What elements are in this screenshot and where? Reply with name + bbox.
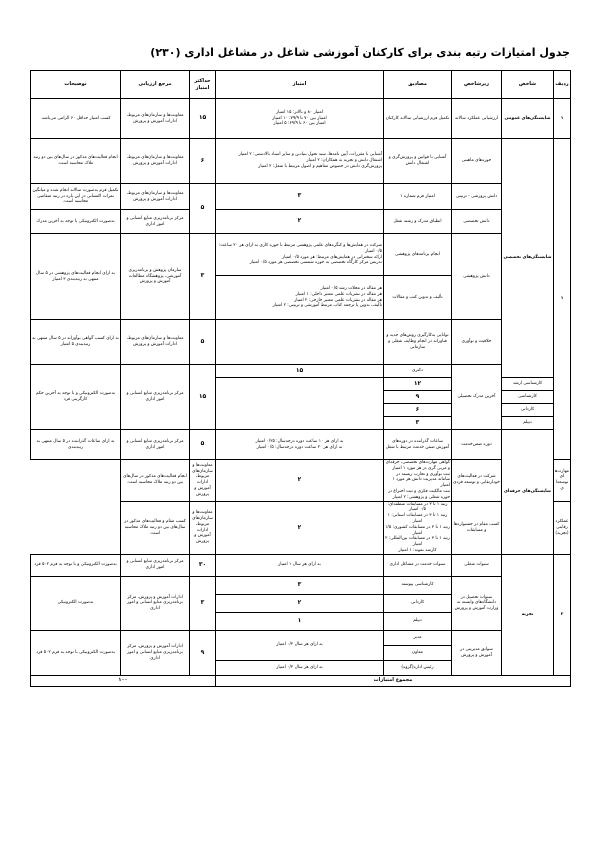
table-row (31, 139, 571, 184)
table-row (31, 320, 571, 365)
table-row (31, 630, 571, 645)
row-number: ۱ (554, 139, 571, 460)
mesdagh-cell: دکتری (384, 365, 452, 378)
marja-cell: معاونت‌ها و سازمان‌های مربوط، ادارات آموزش و پرورش (121, 320, 190, 365)
emtiaz-cell: ۱ (216, 612, 384, 630)
document-title: جدول امتیازات رتبه بندی برای کارکنان آموزشی شاغل در مشاغل اداری (۲۳۰) (150, 46, 570, 59)
tozih-cell: کسب امتیاز حداقل ۶۰ الزامی می‌باشد. (31, 99, 121, 139)
max-score-cell: ۱۵ (190, 365, 216, 430)
mesdagh-cell: معاون (384, 645, 452, 660)
emtiaz-cell: به ازای هر سال ۰/۲ امتیاز (216, 630, 384, 660)
tozih-cell: به‌صورت الکترونیکی و با توجه به فرم ۵۰۲ فرد (31, 554, 121, 576)
max-score-cell: ۵ (190, 430, 216, 460)
tozih-cell: کسب مقام و فعالیت‌های مذکور در سال‌های بین دو رتبه ملاک محاسبه است. (121, 501, 190, 554)
mesdagh-cell: کارشناسی ارشد (502, 378, 554, 391)
mesdagh-cell: شرکت در فعالیت‌های خودارتقایی و توسعه فردی (452, 460, 502, 502)
shakhes-cell: شایستگی‌های تخصصی (502, 139, 554, 378)
emtiaz-cell: ۶ (384, 404, 452, 417)
emtiaz-cell: ۲ (216, 594, 384, 612)
shakhes-cell: شایستگی‌های حرفه‌ای (502, 430, 554, 555)
max-score-cell: ۳ (190, 234, 216, 320)
emtiaz-cell: به ازای هر ۱۰ ساعت دوره درجه‌سال: ۰/۲۵ امتیاز به ازای هر ۲۰ ساعت دوره درجه‌سال: ۰/۵ امتیاز (216, 430, 384, 460)
tozih-cell: به‌صورت الکترونیکی و با توجه به آخرین حکم کارگزینی فرد (31, 365, 121, 430)
max-score-cell: ۲ (216, 501, 384, 554)
mesdagh-cell: مدیر (384, 630, 452, 645)
table-row (31, 430, 571, 460)
tozih-cell: به‌صورت الکترونیکی (31, 576, 121, 630)
mesdagh-cell: کاردانی (384, 594, 452, 612)
header-mesdagh: مصادیق (384, 71, 452, 99)
total-row (31, 675, 571, 686)
marja-cell: معاونت‌ها و سازمان‌های مربوط، ادارات آموزش و پرورش (190, 501, 216, 554)
zirshakhes-cell: عملکرد رقابتی (تجربه) (554, 501, 571, 554)
mesdagh-cell: کاردانی (502, 404, 554, 417)
tozih-cell: به ازای کسب گواهی نوآورانه در ۵ سال منتهی به رتبه‌بندی ۵ امتیاز (31, 320, 121, 365)
emtiaz-cell: ۲ (216, 210, 384, 234)
marja-cell: مرکز برنامه‌ریزی منابع انسانی و امور اداری (121, 365, 190, 430)
table-row (31, 501, 571, 554)
zirshakhes-cell: دانش تخصصی (452, 210, 502, 234)
mesdagh-cell: رئیس اداره(گروه) (384, 660, 452, 675)
table-row (31, 554, 571, 576)
emtiaz-cell (216, 320, 384, 365)
scoring-table-wrapper (30, 70, 570, 687)
emtiaz-cell: ۳ (216, 184, 384, 210)
mesdagh-cell: کارشناسی پیوسته (384, 576, 452, 594)
max-score-cell: ۶ (190, 139, 216, 184)
marja-cell: ادارات آموزش و پرورش، مرکز برنامه‌ریزی منابع انسانی و امور اداری (121, 576, 190, 630)
zirshakhes-cell: سوابق مدیریتی در آموزش و پرورش (452, 630, 502, 675)
mesdagh-cell: امتیاز فرم شماره ۱ (384, 184, 452, 210)
total-value: ۱۰۰ (31, 675, 216, 686)
marja-cell: معاونت‌ها و سازمان‌های مربوط، ادارات آموزش و پرورش (121, 99, 190, 139)
table-row (31, 576, 571, 594)
marja-cell: مرکز برنامه‌ریزی منابع انسانی و امور اداری (121, 430, 190, 460)
scoring-table (30, 70, 571, 687)
max-score-cell: ۳ (190, 576, 216, 630)
table-header-row (31, 71, 571, 99)
tozih-cell: به ازای ساعات گذراننده در ۵ سال منتهی به رتبه‌بندی (31, 430, 121, 460)
max-score-cell: ۹ (190, 630, 216, 675)
emtiaz-cell: ۱۲ (384, 378, 452, 391)
tozih-cell: به‌صورت الکترونیکی با توجه به فرم ۵۰۲ فرد (31, 630, 121, 675)
shakhes-cell: شایستگی‌های عمومی (502, 99, 554, 139)
header-max-score: حداکثر امتیاز (190, 71, 216, 99)
zirshakhes-cell: دوره ضمن‌خدمت (452, 430, 502, 460)
max-score-cell: ۵ (190, 184, 216, 234)
mesdagh-cell: کسب مقام در جشنواره‌ها و مسابقات (452, 501, 502, 554)
table-row (31, 234, 571, 276)
zirshakhes-cell: خلاقیت و نوآوری (452, 320, 502, 365)
header-tozihat: توضیحات (31, 71, 121, 99)
header-zirshakhes: زیرشاخص (452, 71, 502, 99)
table-row (31, 184, 571, 210)
emtiaz-cell: امتیاز ۸۰ و بالاتر: ۱۵ امتیاز امتیاز بین ۷۰ تا ۷۹/۹: ۱۰ امتیاز امتیاز بین ۶۰ تا ۶۹/۹: ۵ امتیاز (216, 99, 384, 139)
row-number: ۱ (554, 99, 571, 139)
shakhes-cell: تجربه (502, 554, 554, 675)
emtiaz-cell: ۳ (384, 417, 452, 430)
header-row-number: ردیف (554, 71, 571, 99)
table-row (31, 99, 571, 139)
marja-cell: سازمان پژوهش و برنامه‌ریزی آموزشی، پژوهشگاه مطالعات آموزش و پرورش (121, 234, 190, 320)
marja-cell: ادارات آموزش و پرورش، مرکز برنامه‌ریزی منابع انسانی و امور اداری (121, 630, 190, 675)
emtiaz-cell: ۱۵ (216, 365, 384, 378)
marja-cell: مرکز برنامه‌ریزی منابع انسانی و امور اداری (121, 554, 190, 576)
zirshakhes-cell: آخرین مدرک تحصیلی (452, 365, 502, 430)
emtiaz-cell: آشنایی با مقررات، آیین نامه‌ها، سند تحول بنیادین و سایر اسناد بالادستی: ۲ امتیاز اشتغال دانش و تجربه به همکاران: ۲ امتیاز پرورش‌گری دانش در خصوص مفاهیم و اصول مرتبط با شغل: ۲ امتیاز (216, 139, 384, 184)
mesdagh-cell: ساعات گذراننده در دوره‌های آموزش ضمن خدمت مرتبط با شغل (384, 430, 452, 460)
mesdagh-cell: سنوات خدمت در مشاغل اداری (384, 554, 452, 576)
total-label: مجموع امتیازات (216, 675, 571, 686)
mesdagh-cell: انطباق مدرک و رشته شغل (384, 210, 452, 234)
zirshakhes-cell: سنوات شغلی (452, 554, 502, 576)
mesdagh-cell: آشنایی با قوانین و پرورش‌گری و اشتغال دانش (384, 139, 452, 184)
max-score-cell: ۲ (216, 460, 384, 502)
emtiaz-cell: هر مقاله در مجلات رشد ۰/۵ امتیاز هر مقاله در نشریات علمی معتبر داخلی: ۱ امتیاز هر مقاله در نشریات علمی معتبر خارجی: ۲ امتیاز تألیف، تدوین یا ترجمه کتاب مرتبط آموزشی و تربیتی: ۲ امتیاز (216, 276, 384, 320)
header-emtiaz: امتیاز (216, 71, 384, 99)
zirshakhes-cell: ارزشیابی عملکرد سالانه (452, 99, 502, 139)
max-score-cell: ۱۵ (190, 99, 216, 139)
header-shakhes: شاخص (502, 71, 554, 99)
emtiaz-cell: گواهی مهارت‌های تخصصی، حرفه‌ای و مربی گری در هر مورد ۱ امتیاز ثبت نوآوری و تجارب زیسته در سامانه مدیریت دانش هر مورد ۱ امتیاز ثبت مالکیت فکری و ثبت اختراع در حوزه شغلی و پژوهشی: ۲ امتیاز (384, 460, 452, 502)
mesdagh-cell: تألیف و تدوین کتب و مقالات (384, 276, 452, 320)
mesdagh-cell: دیپلم (502, 417, 554, 430)
max-score-cell: ۵ (190, 320, 216, 365)
emtiaz-cell: به ازای هر سال ۰/۲ امتیاز (216, 660, 384, 675)
tozih-cell: به‌صورت الکترونیکی با توجه به آخرین مدرک (31, 210, 121, 234)
zirshakhes-cell: مهارت‌های توسعه‌ای (554, 460, 571, 502)
zirshakhes-cell: حوزه‌های ماهیتی (452, 139, 502, 184)
mesdagh-cell: توانایی به‌کارگیری روش‌های جدید و فناورانه در انجام وظایف شغلی و سازمانی (384, 320, 452, 365)
emtiaz-cell: ۳ (216, 576, 384, 594)
max-score-cell: ۳۰ (190, 554, 216, 576)
table-row (31, 210, 571, 234)
marja-cell: مرکز برنامه‌ریزی منابع انسانی و امور اداری (121, 210, 190, 234)
mesdagh-cell: تکمیل فرم ارزشیابی سالانه کارکنان (384, 99, 452, 139)
tozih-cell: انجام فعالیت‌های مذکور در سال‌های بین دو رتبه ملاک محاسبه است. (121, 460, 190, 502)
emtiaz-cell: ۹ (384, 391, 452, 404)
mesdagh-cell: دیپلم (384, 612, 452, 630)
tozih-cell: به ازای انجام فعالیت‌های پژوهشی در ۵ سال منتهی به رتبه‌بندی ۳ امتیاز (31, 234, 121, 320)
table-row (31, 460, 571, 502)
zirshakhes-cell: سنوات تحصیل در دانشگاه‌های وابسته به وزارت آموزش و پرورش (452, 576, 502, 630)
tozih-cell: تکمیل فرم به‌صورت سالانه انجام شده و میانگین نمرات اکتسابی در این بازه در رتبه متقاضی محاسبه است. (31, 184, 121, 210)
header-marja: مرجع ارزیابی (121, 71, 190, 99)
marja-cell: معاونت‌ها و سازمان‌های مربوط، ادارات آموزش و پرورش (190, 460, 216, 502)
emtiaz-cell: شرکت در همایش‌ها و کنگره‌های علمی پژوهشی مرتبط با حوزه کاری به ازای هر ۲۰ ساعت: ۰/۵ امتیاز ارائه سخنرانی در همایش‌های مرتبط: هر مورد ۰/۵ امتیاز تدریس مرکز کارگاه تخصصی به حوزه شمسی تخصصی هر مورد ۰/۵ امتیاز (216, 234, 384, 276)
tozih-cell: انجام فعالیت‌های مذکور در سال‌های بین دو رتبه ملاک محاسبه است. (31, 139, 121, 184)
marja-cell: معاونت‌ها و سازمان‌های مربوط، ادارات آموزش و پرورش (121, 184, 190, 210)
marja-cell: معاونت‌ها و سازمان‌های مربوط، ادارات آموزش و پرورش (121, 139, 190, 184)
row-number: ۲ (554, 554, 571, 675)
emtiaz-cell: رتبه ۱ تا ۳ در مسابقات منطقه‌ای: ۰/۵ امتیاز رتبه ۱ تا ۳ در مسابقات استانی: ۱ امتیاز رتبه ۱ تا ۳ در مسابقات کشوری: ۱/۵ امتیاز رتبه ۱ تا ۳ در مسابقات بین‌المللی: ۲ امتیاز کارمند نمونه: ۱ امتیاز (385, 501, 450, 553)
emtiaz-cell: به ازای هر سال ۱ امتیاز (216, 554, 384, 576)
zirshakhes-cell: دانش پرورشی - تربیتی (452, 184, 502, 210)
zirshakhes-cell: دانش پژوهشی (452, 234, 502, 320)
table-row (31, 365, 571, 378)
mesdagh-cell: انجام برنامه‌های پژوهشی (384, 234, 452, 276)
mesdagh-cell: کارشناسی (502, 391, 554, 404)
